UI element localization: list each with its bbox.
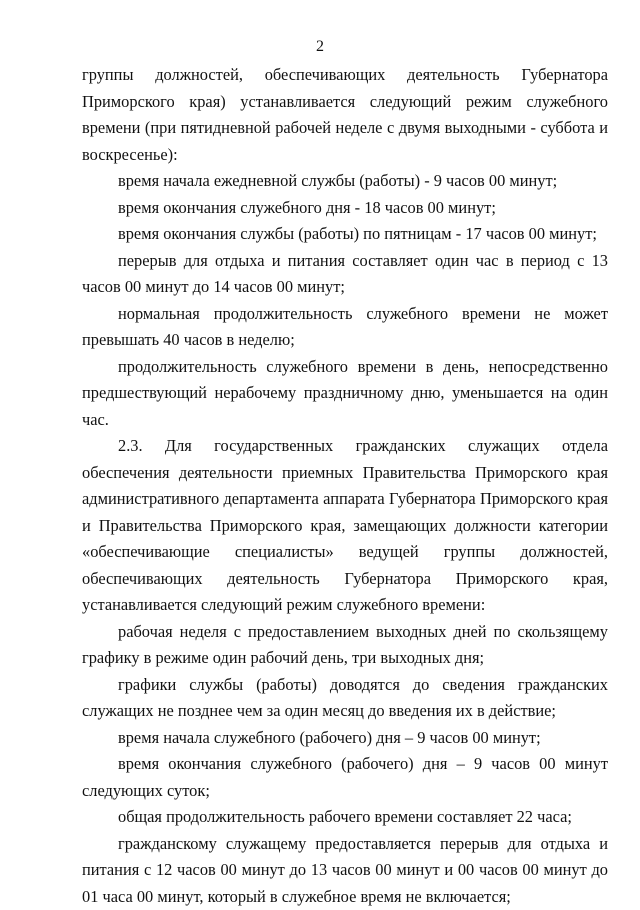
- paragraph-section-2-3: 2.3. Для государственных гражданских служащих отдела обеспечения деятельности приемных Правительства Приморского края административного департамента аппарата Губернатора Приморского края и Правительства Приморского края, замещающих должности категории «обеспечивающие специалисты» ведущей группы должностей, обеспечивающих деятельность Губернатора Приморского края, устанавливается следующий режим служебного времени:: [82, 433, 608, 619]
- paragraph-start-time: время начала ежедневной службы (работы) - 9 часов 00 минут;: [82, 168, 608, 195]
- paragraph-shift-end: время окончания служебного (рабочего) дня – 9 часов 00 минут следующих суток;: [82, 751, 608, 804]
- page-number: 2: [0, 38, 640, 56]
- paragraph-total-hours: общая продолжительность рабочего времени составляет 22 часа;: [82, 804, 608, 831]
- paragraph-weekly-limit: нормальная продолжительность служебного времени не может превышать 40 часов в неделю;: [82, 301, 608, 354]
- paragraph-continuation: группы должностей, обеспечивающих деятельность Губернатора Приморского края) устанавливается следующий режим служебного времени (при пятидневной рабочей неделе с двумя выходными - суббота и воскресенье):: [82, 62, 608, 168]
- paragraph-end-time: время окончания служебного дня - 18 часов 00 минут;: [82, 195, 608, 222]
- paragraph-friday-end-time: время окончания службы (работы) по пятницам - 17 часов 00 минут;: [82, 221, 608, 248]
- paragraph-shift-start: время начала служебного (рабочего) дня – 9 часов 00 минут;: [82, 725, 608, 752]
- paragraph-sliding-schedule: рабочая неделя с предоставлением выходных дней по скользящему графику в режиме один рабочий день, три выходных дня;: [82, 619, 608, 672]
- paragraph-pre-holiday: продолжительность служебного времени в день, непосредственно предшествующий нерабочему праздничному дню, уменьшается на один час.: [82, 354, 608, 434]
- paragraph-schedule-notice: графики службы (работы) доводятся до сведения гражданских служащих не позднее чем за один месяц до введения их в действие;: [82, 672, 608, 725]
- document-body: [82, 62, 608, 910]
- paragraph-meal-breaks: гражданскому служащему предоставляется перерыв для отдыха и питания с 12 часов 00 минут до 13 часов 00 минут и 00 часов 00 минут до 01 часа 00 минут, который в служебное время не включается;: [82, 831, 608, 910]
- paragraph-break: перерыв для отдыха и питания составляет один час в период с 13 часов 00 минут до 14 часов 00 минут;: [82, 248, 608, 301]
